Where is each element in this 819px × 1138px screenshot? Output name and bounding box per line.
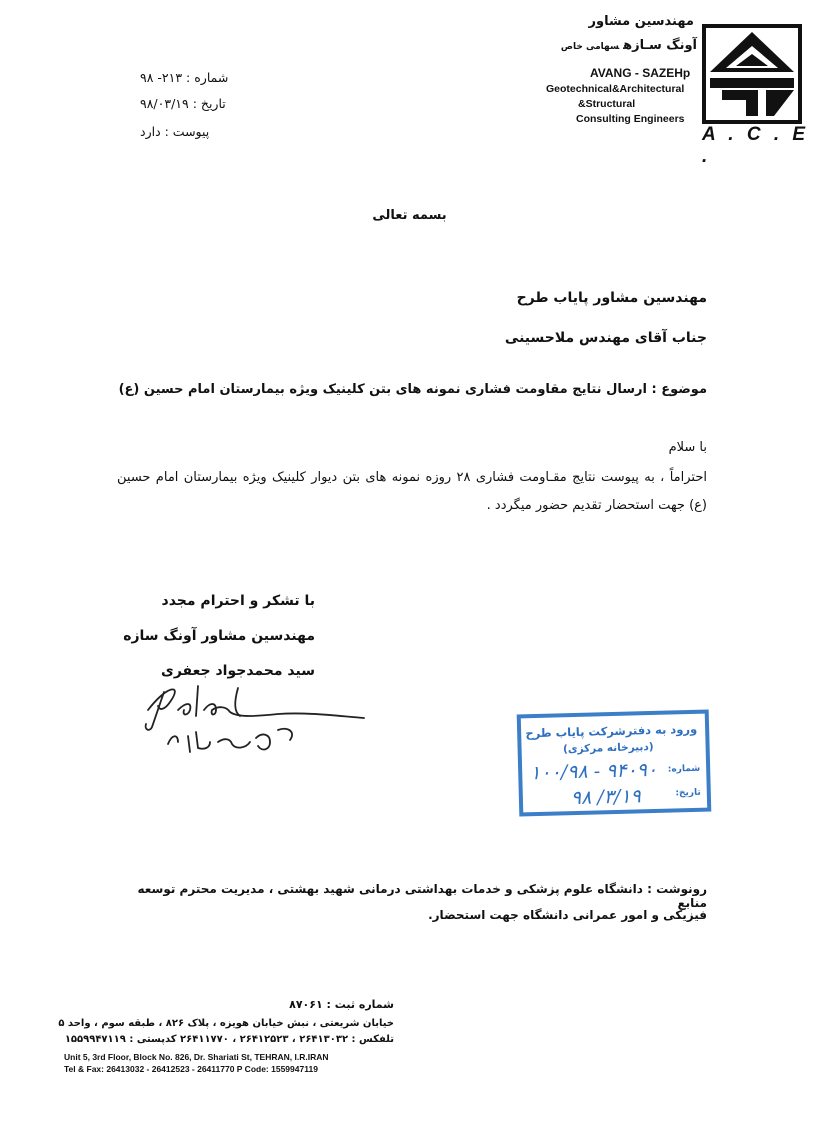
company-fullname-text: آونگ سـازه [623, 38, 697, 53]
invocation: بسمه تعالی [372, 208, 447, 223]
recipient-name: جناب آقای مهندس ملاحسینی [504, 330, 707, 346]
company-desc-line-1: Geotechnical&Architectural [546, 83, 685, 95]
logo-abbreviation: A . C . E . [702, 124, 810, 167]
company-name-en: AVANG - SAZEHp [590, 66, 691, 80]
cc-line-1: رونوشت : دانشگاه علوم پزشکی و خدمات بهداشتی درمانی شهید بهشتی ، مدیریت محترم توسعه منابع [137, 882, 707, 910]
registration-number: شماره ثبت : ۸۷۰۶۱ [289, 998, 394, 1011]
company-name-fa: مهندسین مشاور [588, 14, 694, 29]
stamp-number-label: شماره: [667, 763, 701, 775]
stamp-title: ورود به دفترشرکت پایاب طرح [525, 721, 698, 741]
stamp-subtitle: (دبیرخانه مرکزی) [562, 740, 654, 756]
letter-subject: موضوع : ارسال نتایج مقاومت فشاری نمونه های بتن کلینیک ویژه بیمارستان امام حسین (ع) [118, 382, 707, 397]
closing-company: مهندسین مشاور آونگ سازه [123, 628, 315, 644]
recipient-org: مهندسین مشاور پایاب طرح [516, 290, 707, 306]
company-type: سهامی خاص [560, 42, 620, 52]
letter-body: احتراماً ، به پیوست نتایج مقـاومت فشاری ۲۸ روزه نمونه های بتن دیوار کلینیک ویژه بیمارستان امام حسین (ع) جهت استحضار تقدیم حضور میگردد . [117, 470, 707, 513]
stamp-number-value: ۱۰۰/۹۸ - ۹۴۰۹۰ [529, 758, 658, 785]
letter-date: تاریخ : ۹۸/۰۳/۱۹ [140, 96, 226, 111]
cc-line-2: فیزیکی و امور عمرانی دانشگاه جهت استحضار. [428, 908, 707, 922]
closing-line: با تشکر و احترام مجدد [161, 593, 315, 609]
stamp-date-label: تاریخ: [675, 787, 701, 799]
company-desc-line-3: Consulting Engineers [576, 113, 685, 125]
company-fullname-fa [561, 38, 697, 53]
signature-icon [138, 672, 378, 762]
letter-attachment: پیوست : دارد [140, 124, 210, 139]
triangle-emblem-icon [702, 24, 802, 124]
greeting: با سلام [668, 440, 707, 455]
stamp-date-value: ۹۸ /۳/۱۹ [570, 785, 642, 810]
phones-en: Tel & Fax: 26413032 - 26412523 - 26411770 P Code: 1559947119 [64, 1064, 318, 1074]
address-en: Unit 5, 3rd Floor, Block No. 826, Dr. Shariati St, TEHRAN, I.R.IRAN [64, 1052, 329, 1062]
incoming-stamp [517, 710, 712, 817]
letter-number: شماره : ۲۱۳- ۹۸ [140, 70, 229, 85]
address-fa: خیابان شریعتی ، نبش خیابان هویزه ، پلاک ۸۲۶ ، طبقه سوم ، واحد ۵ [58, 1018, 394, 1029]
company-desc-line-2: &Structural [578, 98, 636, 110]
signer-name: سید محمدجواد جعفری [160, 663, 315, 679]
phones-fa: تلفکس : ۲۶۴۱۳۰۳۲ ، ۲۶۴۱۲۵۲۳ ، ۲۶۴۱۱۷۷۰ کدپستی : ۱۵۵۹۹۴۷۱۱۹ [64, 1034, 394, 1045]
